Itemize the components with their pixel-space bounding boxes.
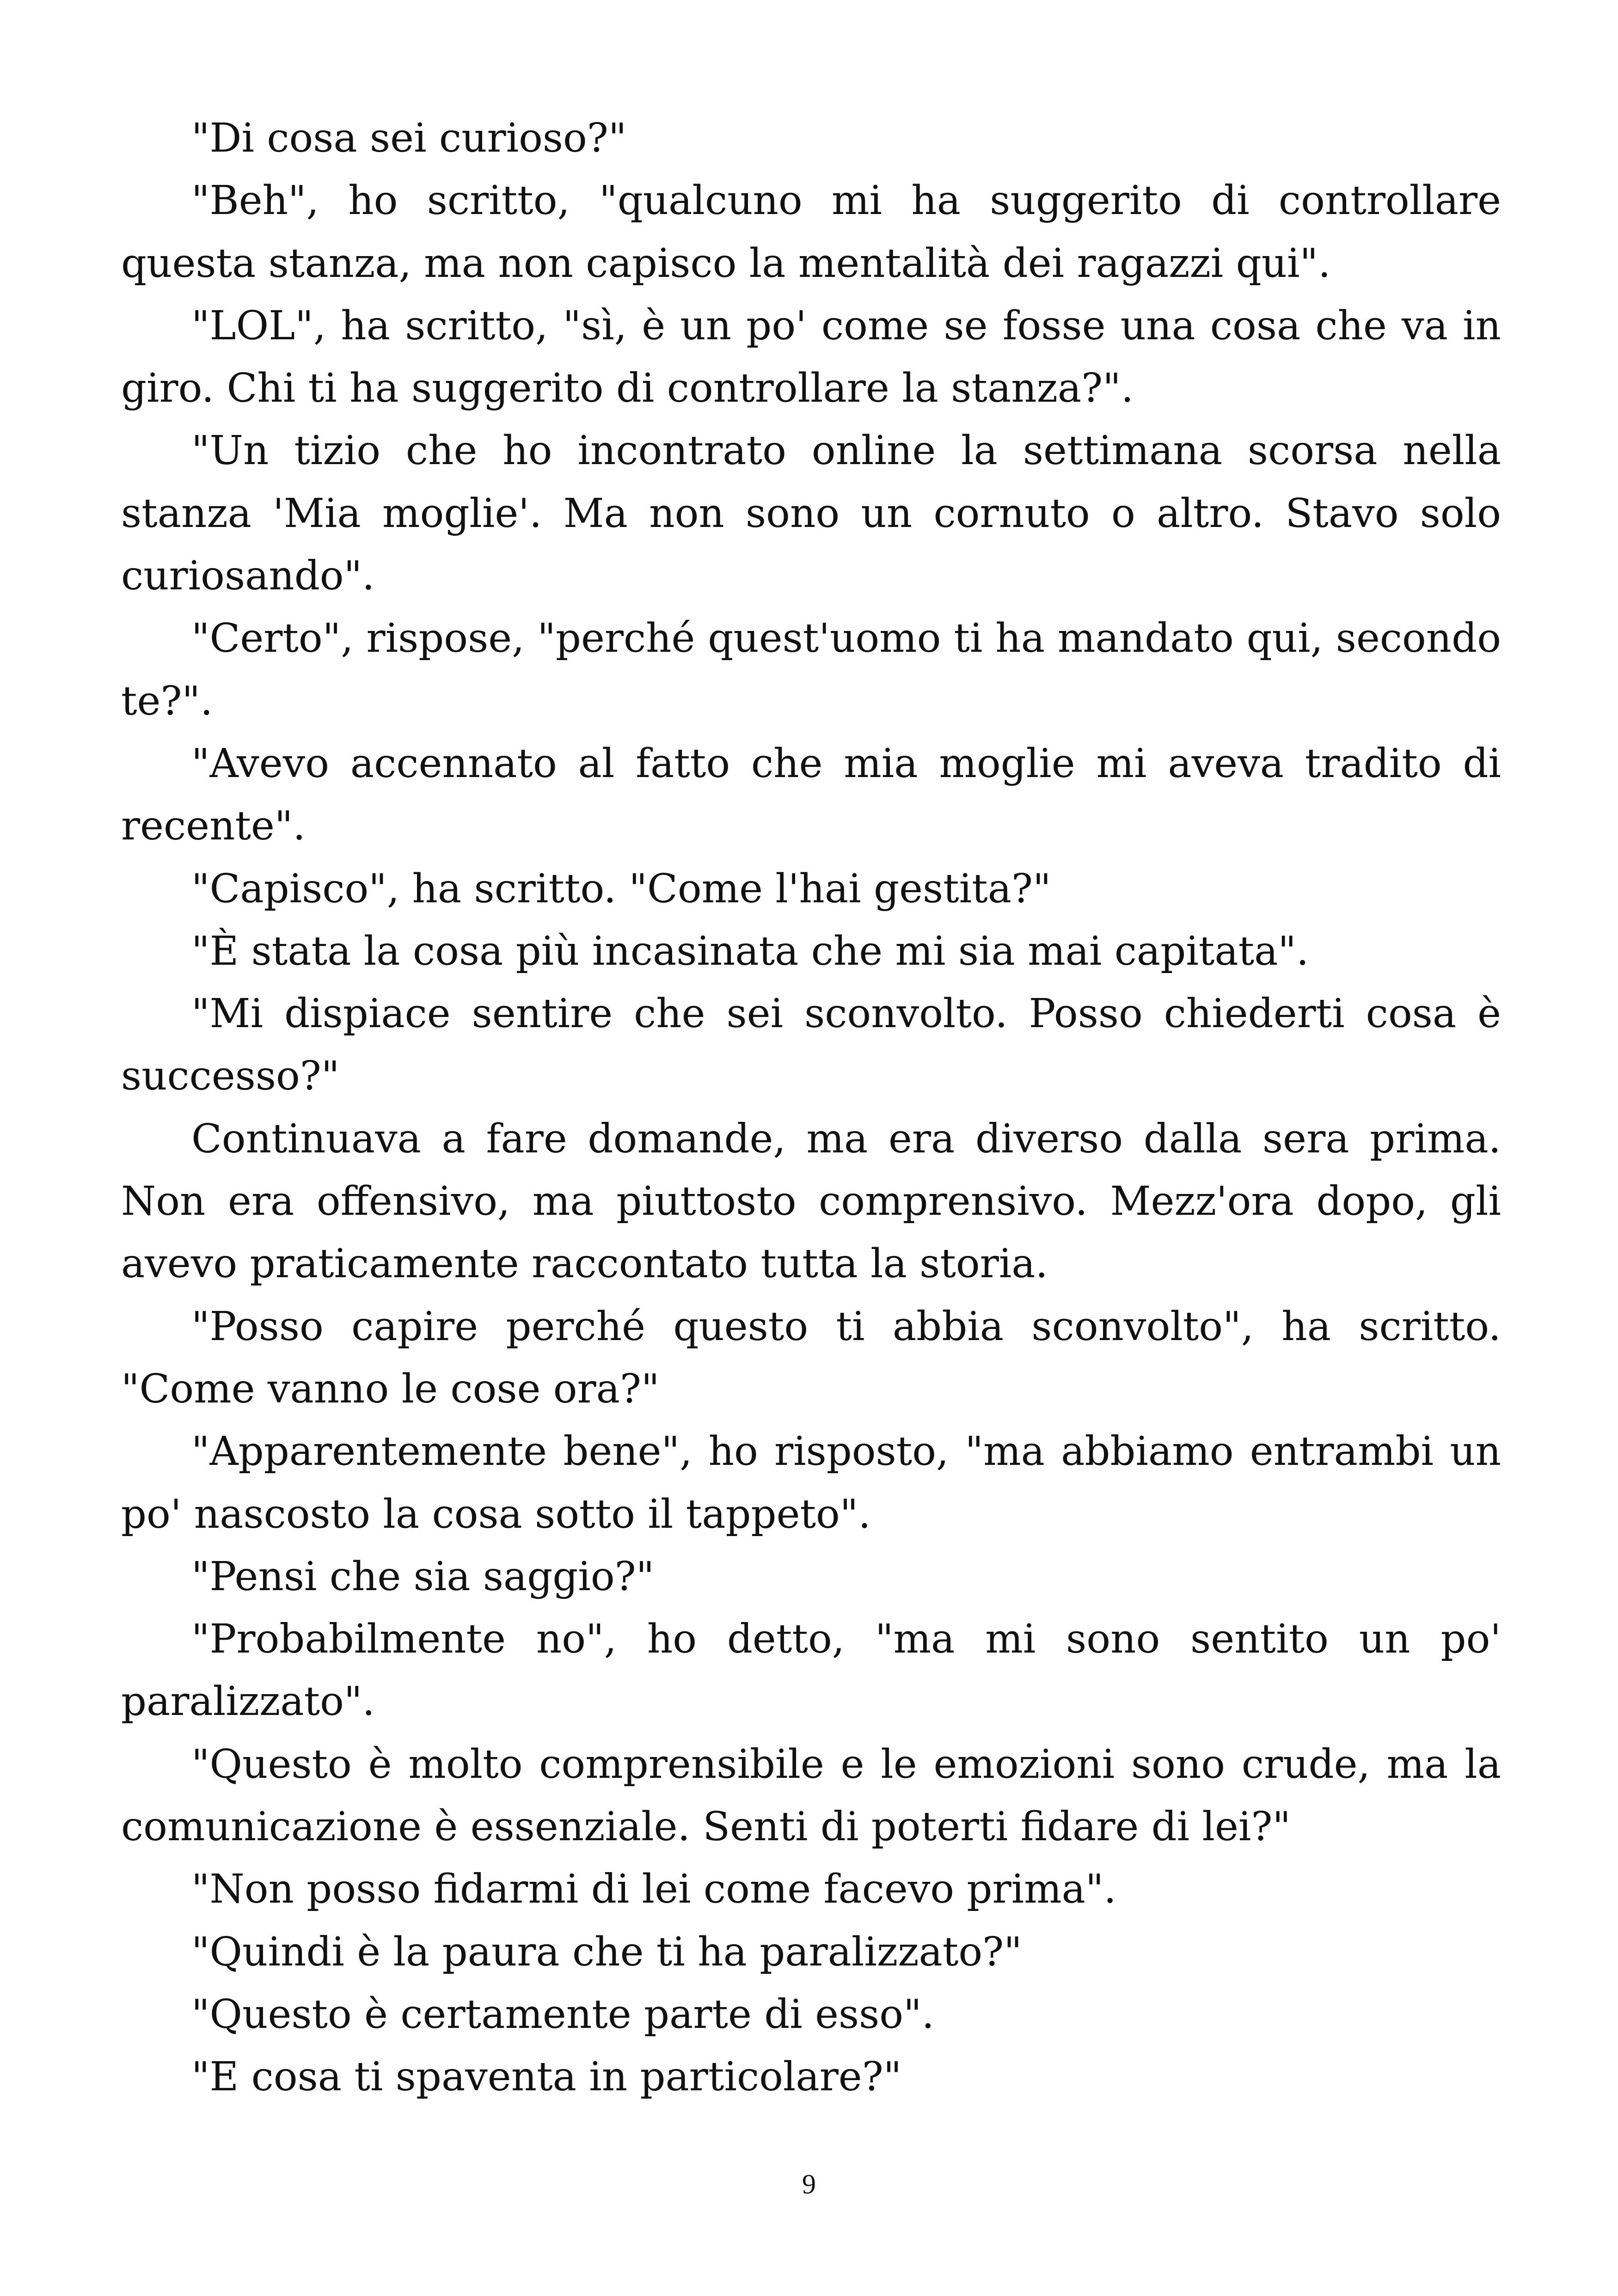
paragraph: "Mi dispiace sentire che sei sconvolto. Posso chiederti cosa è successo?" <box>121 991 1501 1100</box>
paragraph: "Di cosa sei curioso?" <box>191 115 627 161</box>
paragraph: "Capisco", ha scritto. "Come l'hai gestita?" <box>191 865 1051 912</box>
paragraph: "Apparentemente bene", ho risposto, "ma abbiamo entrambi un po' nascosto la cosa sotto il tappeto". <box>121 1428 1501 1537</box>
paragraph: Continuava a fare domande, ma era diverso dalla sera prima. Non era offensivo, ma piuttosto comprensivo. Mezz'ora dopo, gli avevo praticamente raccontato tutta la storia. <box>121 1115 1501 1287</box>
paragraph: "LOL", ha scritto, "sì, è un po' come se fosse una cosa che va in giro. Chi ti ha suggerito di controllare la stanza?". <box>121 302 1501 412</box>
paragraph: "È stata la cosa più incasinata che mi sia mai capitata". <box>191 928 1309 974</box>
page-number: 9 <box>802 2169 816 2199</box>
paragraph: "Probabilmente no", ho detto, "ma mi sono sentito un po' paralizzato". <box>121 1616 1501 1725</box>
paragraph: "Pensi che sia saggio?" <box>191 1553 655 1600</box>
paragraph: "Questo è molto comprensibile e le emozioni sono crude, ma la comunicazione è essenziale. Senti di poterti fidare di lei?" <box>121 1741 1501 1850</box>
paragraph: "E cosa ti spaventa in particolare?" <box>191 2054 902 2100</box>
paragraph: "Quindi è la paura che ti ha paralizzato?" <box>191 1929 1022 1975</box>
paragraph: "Avevo accennato al fatto che mia moglie mi aveva tradito di recente". <box>121 740 1501 850</box>
paragraph: "Beh", ho scritto, "qualcuno mi ha suggerito di controllare questa stanza, ma non capisco la mentalità dei ragazzi qui". <box>121 178 1501 287</box>
paragraph: "Un tizio che ho incontrato online la settimana scorsa nella stanza 'Mia moglie'. Ma non sono un cornuto o altro. Stavo solo curiosando". <box>121 428 1501 600</box>
paragraph: "Questo è certamente parte di esso". <box>191 1991 934 2038</box>
body-text <box>121 107 1501 2109</box>
paragraph: "Certo", rispose, "perché quest'uomo ti ha mandato qui, secondo te?". <box>121 615 1501 724</box>
paragraph: "Posso capire perché questo ti abbia sconvolto", ha scritto. "Come vanno le cose ora?" <box>121 1303 1501 1412</box>
paragraph: "Non posso fidarmi di lei come facevo prima". <box>191 1866 1116 1913</box>
